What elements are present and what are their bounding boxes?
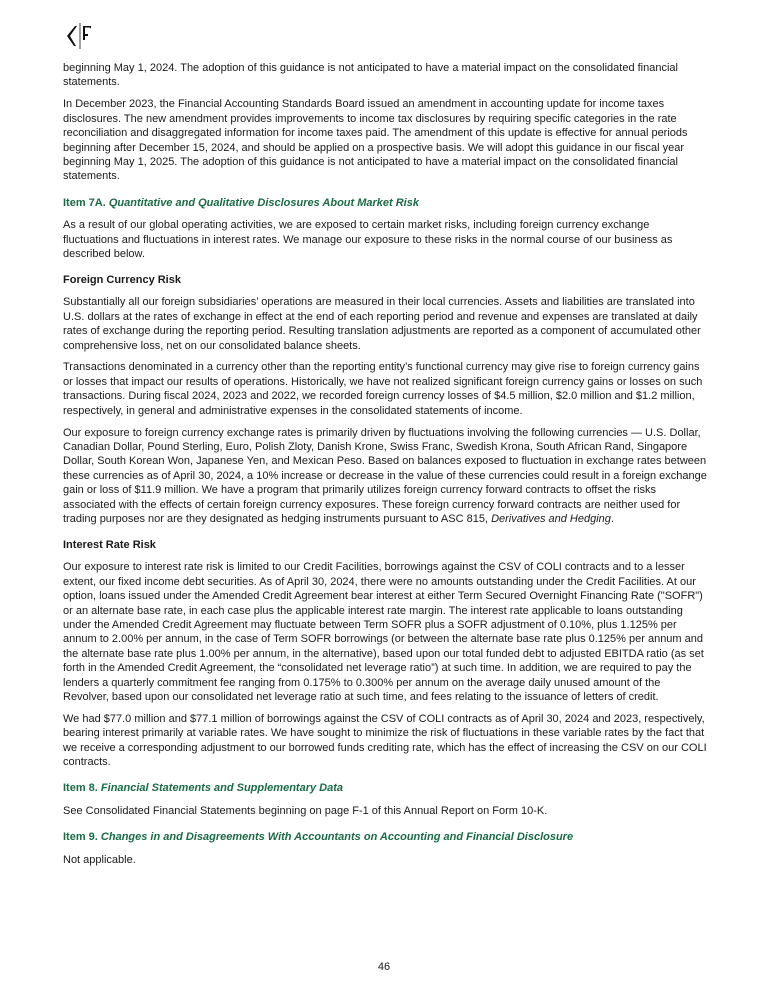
subheading-interest-rate-risk: Interest Rate Risk: [63, 539, 156, 552]
paragraph: Our exposure to foreign currency exchange rates is primarily driven by fluctuations involving the following currencies — U.S. Dollar, Canadian Dollar, Pound Sterling, Euro, Polish Zloty, Danish Krone, Swiss Franc, Swedish Krona, South African Rand, Singapore Dollar, South Korean Won, Japanese Yen, and Mexican Peso. Based on balances exposed to fluctuation in exchange rates between these currencies as of April 30, 2024, a 10% increase or decrease in the value of these currencies could result in a foreign exchange gain or loss of $11.9 million. We have a program that primarily utilizes foreign currency forward contracts to offset the risks associated with the effects of certain foreign currency exposures. These foreign currency forward contracts are neither used for trading purposes nor are they designated as hedging instruments pursuant to ASC 815, Derivatives and Hedging.: [63, 426, 707, 525]
section-heading-item-7a: Item 7A. Quantitative and Qualitative Disclosures About Market Risk: [63, 196, 419, 209]
paragraph: See Consolidated Financial Statements beginning on page F-1 of this Annual Report on Form 10-K.: [63, 804, 548, 817]
page-number: 46: [377, 961, 391, 973]
paragraph: In December 2023, the Financial Accounting Standards Board issued an amendment in accounting update for income taxes disclosures. The new amendment provides improvements to income tax disclosures by requiring specific categories in the rate reconciliation and disaggregated information for income taxes paid. The amendment of this update is effective for annual periods beginning after December 15, 2024, and should be applied on a prospective basis. We will adopt this guidance in our fiscal year beginning May 1, 2025. The adoption of this guidance is not anticipated to have a material impact on the consolidated financial statements.: [63, 98, 688, 183]
subheading-foreign-currency-risk: Foreign Currency Risk: [63, 274, 181, 287]
paragraph: Our exposure to interest rate risk is limited to our Credit Facilities, borrowings against the CSV of COLI contracts and to a lesser extent, our fixed income debt securities. As of April 30, 2024, there were no amounts outstanding under the Credit Facilities. At our option, loans issued under the Amended Credit Agreement bear interest at either Term Secured Overnight Financing Rate ("SOFR") or an alternate base rate, in each case plus the applicable interest rate margin. The interest rate applicable to loans outstanding under the Amended Credit Agreement may fluctuate between Term SOFR plus a SOFR adjustment of 0.10%, plus 1.125% per annum to 2.00% per annum, in the case of Term SOFR borrowings (or between the alternate base rate plus 0.125% per annum and the alternate base rate plus 1.00% per annum, in the alternative), based upon our total funded debt to adjusted EBITDA ratio (as set forth in the Amended Credit Agreement, the “consolidated net leverage ratio”) at such time. In addition, we are required to pay the lenders a quarterly commitment fee ranging from 0.175% to 0.300% per annum on the average daily unused amount of the Revolver, based upon our consolidated net leverage ratio at such time, and fees relating to the issuance of letters of credit.: [63, 561, 704, 703]
section-heading-item-9: Item 9. Changes in and Disagreements With Accountants on Accounting and Financial Disclosure: [63, 831, 574, 844]
company-logo: [64, 20, 104, 50]
paragraph: Transactions denominated in a currency other than the reporting entity’s functional currency may give rise to foreign currency gains or losses that impact our results of operations. Historically, we have not realized significant foreign currency gains or losses on such transactions. During fiscal 2024, 2023 and 2022, we recorded foreign currency losses of $4.5 million, $2.0 million and $1.2 million, respectively, in general and administrative expenses in the consolidated statements of income.: [63, 361, 703, 417]
paragraph: Not applicable.: [63, 853, 136, 866]
paragraph: Substantially all our foreign subsidiaries’ operations are measured in their local currencies. Assets and liabilities are translated into U.S. dollars at the rates of exchange in effect at the end of each reporting period and revenue and expenses are translated at daily rates of exchange during the reporting period. Resulting translation adjustments are reported as a component of accumulated other comprehensive loss, net on our consolidated balance sheets.: [63, 296, 701, 352]
section-heading-item-8: Item 8. Financial Statements and Supplementary Data: [63, 782, 343, 795]
paragraph: As a result of our global operating activities, we are exposed to certain market risks, including foreign currency exchange fluctuations and fluctuations in interest rates. We manage our exposure to these risks in the normal course of our business as described below.: [63, 219, 673, 260]
paragraph: beginning May 1, 2024. The adoption of this guidance is not anticipated to have a material impact on the consolidated financial statements.: [63, 62, 678, 89]
paragraph: We had $77.0 million and $77.1 million of borrowings against the CSV of COLI contracts as of April 30, 2024 and 2023, respectively, bearing interest primarily at variable rates. We have sought to minimize the risk of fluctuations in these variable rates by the fact that we receive a corresponding adjustment to our borrowed funds crediting rate, which has the effect of increasing the CSV on our COLI contracts.: [63, 712, 707, 769]
document-body: [63, 61, 708, 875]
